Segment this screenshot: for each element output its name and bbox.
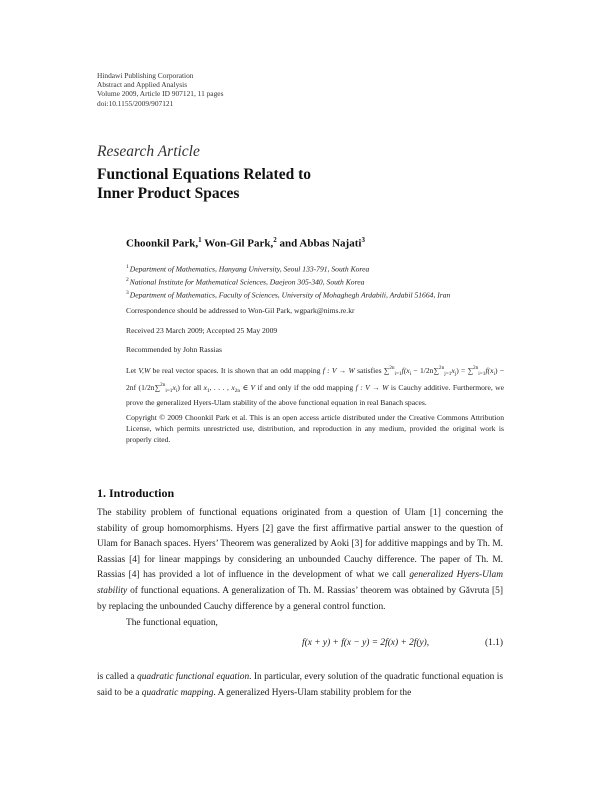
title-line-2: Inner Product Spaces	[97, 185, 240, 202]
author-2: Won-Gil Park,	[204, 237, 274, 250]
publisher-line: Hindawi Publishing Corporation	[97, 71, 194, 80]
title-line-1: Functional Equations Related to	[97, 166, 312, 183]
equation-number: (1.1)	[485, 638, 503, 648]
volume-line: Volume 2009, Article ID 907121, 11 pages	[97, 89, 224, 99]
author-list	[126, 236, 365, 250]
journal-name: Abstract and Applied Analysis	[97, 80, 188, 90]
affiliation-3: $^3$Department of Mathematics, Faculty of Sciences, University of Mohaghegh Ardabili, Ardabil 51664, Iran	[126, 289, 451, 300]
received-dates: Received 23 March 2009; Accepted 25 May 2009	[126, 326, 278, 335]
author-1: Choonkil Park,	[126, 237, 199, 250]
affiliation-2: $^2$National Institute for Mathematical Sciences, Daejeon 305-340, South Korea	[126, 276, 365, 287]
intro-paragraph-2: The functional equation,	[126, 618, 218, 628]
author-3: and Abbas Najati	[279, 237, 362, 250]
recommended-by: Recommended by John Rassias	[126, 345, 222, 354]
journal-header	[97, 71, 223, 108]
intro-paragraph-1: The stability problem of functional equations originated from a question of Ulam [1] concerning the stability of group homomorphisms. Hyers [2] gave the first affirmative partial answer to the question of Ulam for Banach spaces. Hyers’ Theorem was generalized by Aoki [3] for additive mappings and by Th. M. Rassias [4] for linear mappings by considering an unbounded Cauchy difference. The paper of Th. M. Rassias [4] has provided a lot of influence in the development of what we call generalized Hyers-Ulam stability of functional equations. A generalization of Th. M. Rassias’ theorem was obtained by Gǎvruta [5] by replacing the unbounded Cauchy difference by a general control function.	[97, 508, 503, 612]
paper-title	[97, 165, 311, 203]
author-2-affil-mark: 2	[273, 236, 277, 244]
abstract: Let V,W be real vector spaces. It is shown that an odd mapping f : V → W satisfies $\sum^{2n}_{i=1}f(x_i - 1/2n\sum^{2n}_{j=1}x_j) = \sum^{2n}_{i=1}f(x_i) - 2nf$ $(1/2n\sum^{2n}_{i=1}x_i)$ for all $x_1$, . . . , $x_{2n}$ ∈ V if and only if the odd mapping f : V → W is Cauchy additive. Furthermore, we prove the generalized Hyers-Ulam stability of the above functional equation in real Banach spaces.	[126, 365, 505, 407]
affiliation-1: $^1$Department of Mathematics, Hanyang University, Seoul 133-791, South Korea	[126, 264, 370, 274]
equation-expression: f(x + y) + f(x − y) = 2f(x) + 2f(y),	[302, 638, 430, 648]
intro-paragraph-3: is called a quadratic functional equation. In particular, every solution of the quadratic functional equation is said to be a quadratic mapping. A generalized Hyers-Ulam stability problem for the	[97, 672, 503, 698]
correspondence: Correspondence should be addressed to Won-Gil Park, wgpark@nims.re.kr	[126, 306, 355, 315]
copyright-notice: Copyright © 2009 Choonkil Park et al. This is an open access article distributed under the Creative Commons Attribution License, which permits unrestricted use, distribution, and reproduction in any medium, provided the original work is properly cited.	[126, 413, 504, 444]
author-3-affil-mark: 3	[361, 236, 365, 244]
affiliations	[126, 262, 450, 300]
author-1-affil-mark: 1	[198, 236, 202, 244]
article-type: Research Article	[97, 143, 200, 160]
equation-1-1	[97, 638, 503, 654]
section-heading-introduction: 1. Introduction	[97, 486, 175, 500]
doi-line: doi:10.1155/2009/907121	[97, 98, 174, 108]
